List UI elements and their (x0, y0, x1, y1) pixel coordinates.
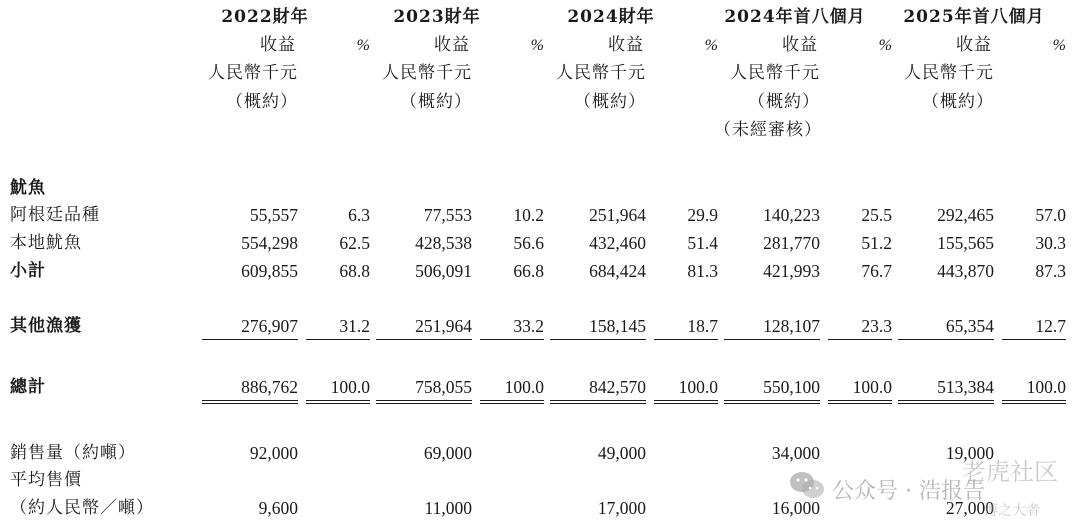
row-label-avg-price: 平均售價 (10, 470, 82, 490)
value-cell: 443,870 (937, 261, 994, 281)
period-header-2024: 2024財年 (567, 7, 655, 27)
divider (480, 400, 544, 401)
revenue-label: 收益 (608, 35, 644, 55)
row-label-subtotal: 小計 (10, 261, 46, 281)
divider (828, 403, 892, 404)
divider (828, 400, 892, 401)
percent-cell: 100.0 (330, 377, 370, 397)
approx-note: （概約） (922, 92, 994, 112)
percent-cell: 66.8 (513, 261, 544, 281)
percent-label: % (878, 37, 892, 54)
value-cell: 886,762 (241, 377, 298, 397)
unaudited-note: （未經審核） (714, 120, 822, 140)
period-header-2025-8m: 2025年首八個月 (903, 7, 1045, 27)
percent-cell: 12.7 (1035, 316, 1066, 336)
value-cell: 251,964 (415, 316, 472, 336)
value-cell: 27,000 (945, 498, 994, 518)
divider (202, 400, 298, 401)
value-cell: 432,460 (589, 233, 646, 253)
percent-label: % (530, 37, 544, 54)
percent-label: % (1052, 37, 1066, 54)
value-cell: 684,424 (589, 261, 646, 281)
percent-label: % (356, 37, 370, 54)
percent-cell: 100.0 (852, 377, 892, 397)
value-cell: 17,000 (597, 498, 646, 518)
value-cell: 292,465 (937, 205, 994, 225)
value-cell: 609,855 (241, 261, 298, 281)
watermark-site: 老虎社区 (962, 458, 1058, 486)
divider (1002, 400, 1066, 401)
percent-cell: 23.3 (861, 316, 892, 336)
value-cell: 158,145 (589, 316, 646, 336)
divider (202, 403, 298, 404)
divider (376, 403, 472, 404)
percent-cell: 100.0 (678, 377, 718, 397)
value-cell: 92,000 (249, 443, 298, 463)
value-cell: 251,964 (589, 205, 646, 225)
row-label-local: 本地魷魚 (10, 233, 82, 253)
value-cell: 11,000 (424, 498, 472, 518)
divider (306, 339, 370, 340)
period-header-2024-8m: 2024年首八個月 (724, 7, 866, 27)
percent-cell: 51.2 (861, 233, 892, 253)
percent-cell: 51.4 (687, 233, 718, 253)
percent-cell: 6.3 (348, 205, 370, 225)
percent-cell: 18.7 (687, 316, 718, 336)
watermark-site2: 博之大者 (984, 503, 1040, 519)
value-cell: 842,570 (589, 377, 646, 397)
value-cell: 16,000 (771, 498, 820, 518)
percent-cell: 30.3 (1035, 233, 1066, 253)
value-cell: 506,091 (415, 261, 472, 281)
value-cell: 758,055 (415, 377, 472, 397)
divider (724, 339, 820, 340)
section-squid: 魷魚 (10, 178, 46, 198)
percent-cell: 31.2 (339, 316, 370, 336)
approx-note: （概約） (400, 92, 472, 112)
value-cell: 55,557 (249, 205, 298, 225)
value-cell: 128,107 (763, 316, 820, 336)
revenue-label: 收益 (956, 35, 992, 55)
divider (306, 400, 370, 401)
value-cell: 65,354 (945, 316, 994, 336)
divider (898, 339, 994, 340)
divider (654, 400, 718, 401)
value-cell: 34,000 (771, 443, 820, 463)
value-cell: 554,298 (241, 233, 298, 253)
watermark-wechat: 公众号 · 浩报告 (832, 479, 985, 504)
revenue-label: 收益 (434, 35, 470, 55)
unit-label: 人民幣千元 (556, 63, 646, 83)
divider (376, 400, 472, 401)
percent-cell: 100.0 (1026, 377, 1066, 397)
revenue-label: 收益 (782, 35, 818, 55)
divider (1002, 339, 1066, 340)
value-cell: 276,907 (241, 316, 298, 336)
percent-cell: 25.5 (861, 205, 892, 225)
percent-cell: 56.6 (513, 233, 544, 253)
divider (480, 403, 544, 404)
divider (724, 400, 820, 401)
divider (550, 400, 646, 401)
unit-label: 人民幣千元 (382, 63, 472, 83)
percent-cell: 100.0 (504, 377, 544, 397)
divider (306, 403, 370, 404)
divider (550, 403, 646, 404)
divider (550, 339, 646, 340)
row-label-other: 其他漁獲 (10, 316, 82, 336)
value-cell: 428,538 (415, 233, 472, 253)
unit-label: 人民幣千元 (904, 63, 994, 83)
wechat-icon (788, 470, 826, 500)
value-cell: 281,770 (763, 233, 820, 253)
approx-note: （概約） (226, 92, 298, 112)
divider (654, 339, 718, 340)
approx-note: （概約） (748, 92, 820, 112)
divider (376, 339, 472, 340)
revenue-label: 收益 (260, 35, 296, 55)
value-cell: 513,384 (937, 377, 994, 397)
unit-label: 人民幣千元 (730, 63, 820, 83)
divider (828, 339, 892, 340)
divider (202, 339, 298, 340)
percent-cell: 87.3 (1035, 261, 1066, 281)
row-label-total: 總計 (10, 377, 46, 397)
divider (480, 339, 544, 340)
row-label-volume: 銷售量（約噸） (10, 443, 136, 463)
percent-cell: 62.5 (339, 233, 370, 253)
row-label-avg-price-unit: （約人民幣／噸） (10, 498, 154, 518)
value-cell: 155,565 (937, 233, 994, 253)
percent-cell: 29.9 (687, 205, 718, 225)
percent-label: % (704, 37, 718, 54)
approx-note: （概約） (574, 92, 646, 112)
percent-cell: 68.8 (339, 261, 370, 281)
divider (654, 403, 718, 404)
value-cell: 550,100 (763, 377, 820, 397)
divider (724, 403, 820, 404)
value-cell: 421,993 (763, 261, 820, 281)
percent-cell: 76.7 (861, 261, 892, 281)
value-cell: 9,600 (258, 498, 298, 518)
percent-cell: 81.3 (687, 261, 718, 281)
value-cell: 77,553 (423, 205, 472, 225)
unit-label: 人民幣千元 (208, 63, 298, 83)
divider (898, 400, 994, 401)
value-cell: 140,223 (763, 205, 820, 225)
period-header-2022: 2022財年 (221, 7, 309, 27)
divider (1002, 403, 1066, 404)
divider (898, 403, 994, 404)
percent-cell: 10.2 (513, 205, 544, 225)
value-cell: 69,000 (423, 443, 472, 463)
value-cell: 49,000 (597, 443, 646, 463)
percent-cell: 57.0 (1035, 205, 1066, 225)
row-label-argentine: 阿根廷品種 (10, 205, 100, 225)
period-header-2023: 2023財年 (393, 7, 481, 27)
value-cell: 19,000 (945, 443, 994, 463)
percent-cell: 33.2 (513, 316, 544, 336)
